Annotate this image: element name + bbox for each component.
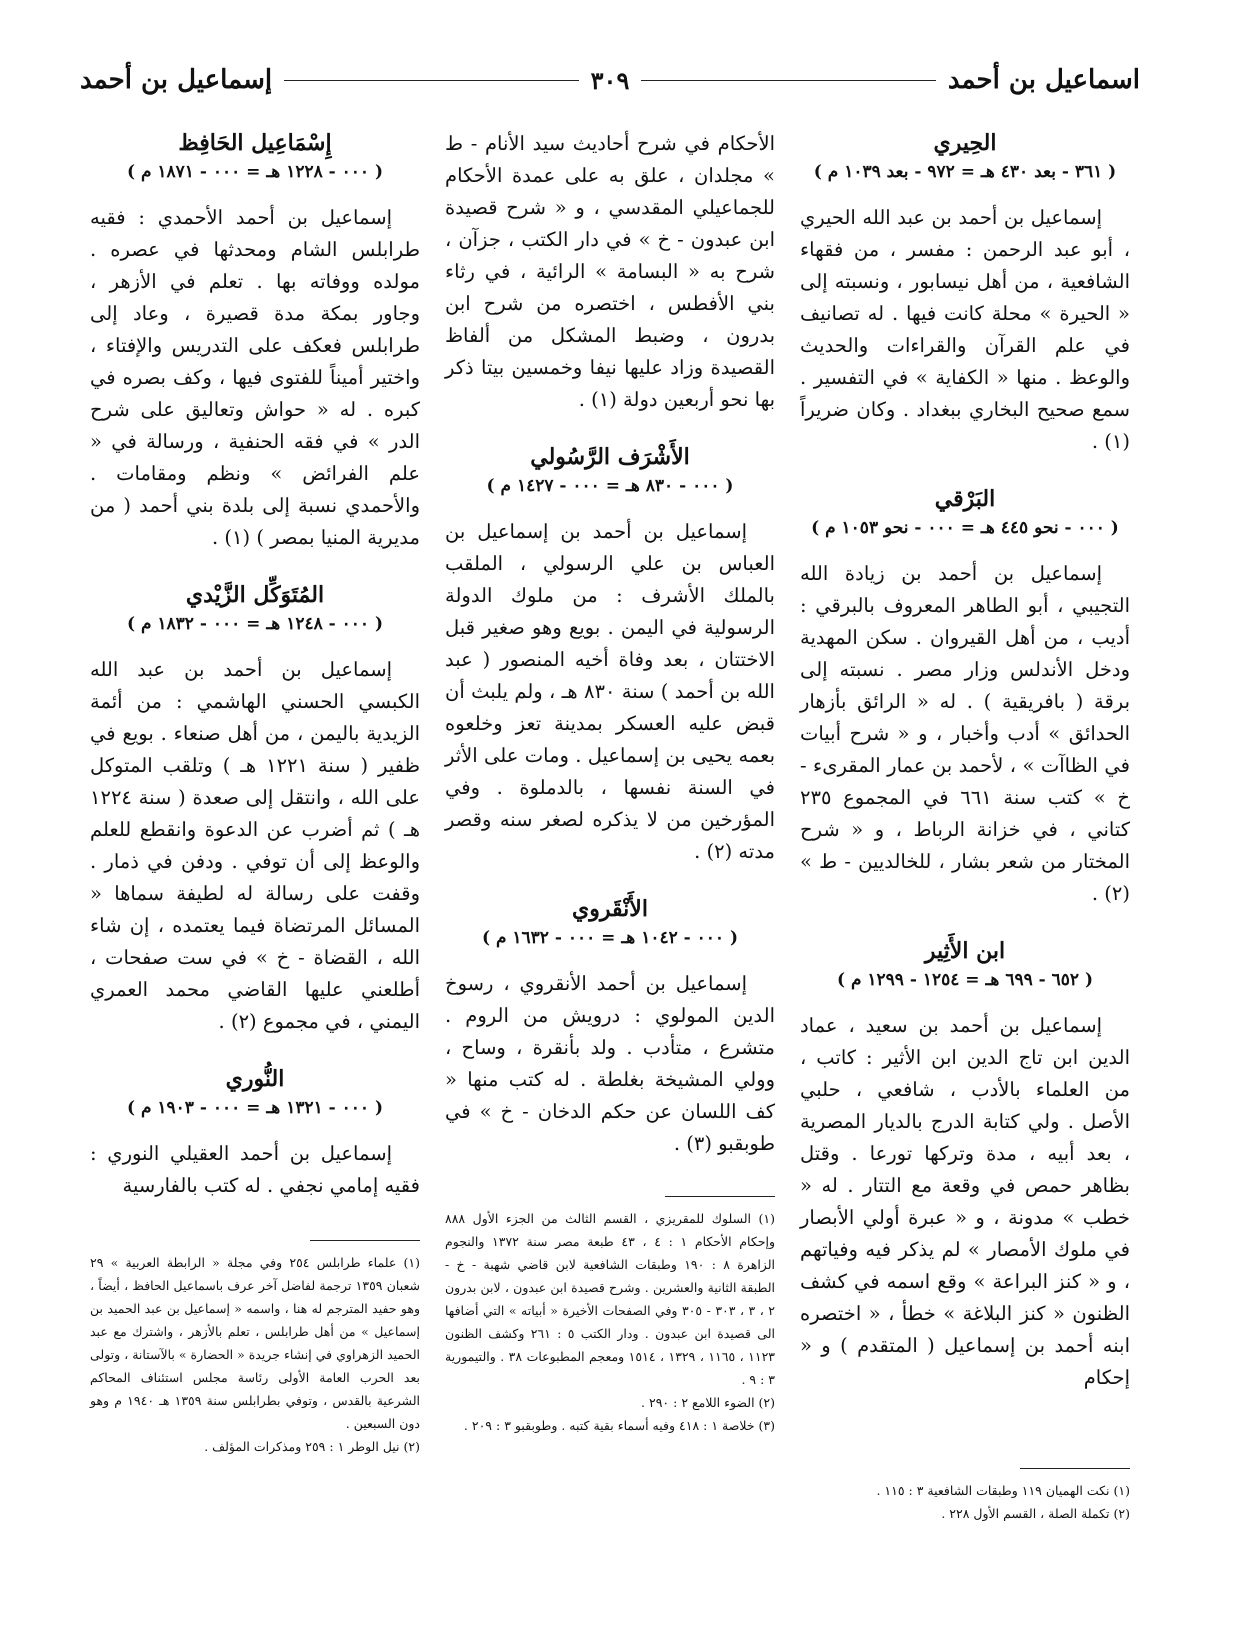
entry-title: الحِيري xyxy=(933,130,997,156)
entry-title: المُتَوَكِّل الزَّيْدي xyxy=(185,582,325,608)
page-header xyxy=(80,60,1140,100)
header-rule-right xyxy=(641,80,936,81)
header-rule-left xyxy=(284,80,579,81)
footnote: (٢) نيل الوطر ١ : ٢٥٩ ومذكرات المؤلف . xyxy=(204,1439,420,1454)
entry-dates: ( ٠٠٠ - ١٢٤٨ هـ = ٠٠٠ - ١٨٣٢ م ) xyxy=(126,614,383,634)
entry-continuation: الأحكام في شرح أحاديث سيد الأنام - ط » مجلدان ، علق به على عمدة الأحكام للجماعيلي المقدسي ، و « شرح قصيدة ابن عبدون - خ » في دار الكتب ، جزآن ، شرح به « البسامة » الرائية ، في رثاء بني الأفطس ، اختصره من شرح ابن بدرون ، وضبط المشكل من ألفاظ القصيدة وزاد عليها نيفا وخمسين بيتا ذكر بها نحو أربعين دولة (١) . xyxy=(445,132,775,411)
entry-title: النُّوري xyxy=(225,1066,285,1092)
footnote: (١) نكت الهميان ١١٩ وطبقات الشافعية ٣ : ١١٥ . xyxy=(876,1483,1130,1498)
header-title-left: إسماعيل بن أحمد xyxy=(79,65,273,95)
entry-title: البَرْقي xyxy=(934,486,996,512)
footnote-rule xyxy=(1020,1468,1130,1469)
header-title-right: اسماعيل بن أحمد xyxy=(947,65,1140,95)
column-right xyxy=(800,128,1130,1420)
entry-text: إسماعيل بن أحمد الأحمدي : فقيه طرابلس الشام ومحدثها في عصره . مولده ووفاته بها . تعلم في الأزهر ، وجاور بمكة مدة قصيرة ، وعاد إلى طرابلس فعكف على التدريس والإفتاء ، واختير أميناً للفتوى فيها ، وكف بصره في كبره . له « حواش وتعاليق على شرح الدر » في فقه الحنفية ، ورسالة في « علم الفرائض » ونظم ومقامات . والأحمدي نسبة إلى بلدة بني أحمد ( من مديرية المنيا بمصر ) (١) . xyxy=(90,206,420,549)
entry-dates: ( ٠٠٠ - ١٣٢١ هـ = ٠٠٠ - ١٩٠٣ م ) xyxy=(126,1098,383,1118)
page-number: ٣٠٩ xyxy=(590,65,630,95)
entry-text: إسماعيل بن أحمد بن سعيد ، عماد الدين ابن تاج الدين ابن الأثير : كاتب ، من العلماء بالأدب ، شافعي ، حلبي الأصل . ولي كتابة الدرج بالديار المصرية ، بعد أبيه ، مدة وتركها تورعا . وقتل بظاهر حمص في وقعة مع التتار . له « خطب » مدونة ، و « عبرة أولي الأبصار في ملوك الأمصار » لم يذكر فيه وفياتهم ، و « كنز البراعة » وقع اسمه في كشف الظنون « كنز البلاغة » خطأ ، « اختصره ابنه أحمد بن إسماعيل ( المتقدم ) و « إحكام xyxy=(800,1014,1130,1389)
footnote: (٣) خلاصة ١ : ٤١٨ وفيه أسماء بقية كتبه . وطوبقبو ٣ : ٢٠٩ . xyxy=(463,1418,775,1433)
entry-text: إسماعيل بن أحمد بن عبد الله الحيري ، أبو عبد الرحمن : مفسر ، من فقهاء الشافعية ، من أهل نيسابور ، ونسبته إلى « الحيرة » محلة كانت فيها . له تصانيف في علم القرآن والقراءات والحديث والوعظ . منها « الكفاية » في التفسير . سمع صحيح البخاري ببغداد . وكان ضريراً (١) . xyxy=(800,206,1130,453)
footnote: (٢) تكملة الصلة ، القسم الأول ٢٢٨ . xyxy=(941,1506,1130,1521)
entry-title: ابن الأَثِير xyxy=(924,938,1006,964)
column-left xyxy=(90,128,420,1228)
entry-text: إسماعيل بن أحمد بن إسماعيل بن العباس بن علي الرسولي ، الملقب بالملك الأشرف : من ملوك الدولة الرسولية في اليمن . بويع وهو صغير قبل الاختتان ، بعد وفاة أخيه المنصور ( عبد الله بن أحمد ) سنة ٨٣٠ هـ ، ولم يلبث أن قبض عليه العسكر بمدينة تعز وخلعوه بعمه يحيى بن إسماعيل . ومات على الأثر في السنة نفسها ، بالدملوة . وفي المؤرخين من لا يذكره لصغر سنه وقصر مدته (٢) . xyxy=(445,520,775,863)
entry-title: الأَنْقَروي xyxy=(572,896,648,922)
entry-text: إسماعيل بن أحمد بن زيادة الله التجيبي ، أبو الطاهر المعروف بالبرقي : أديب ، من أهل القيروان . سكن المهدية ودخل الأندلس وزار مصر . نسبته إلى برقة ( بافريقية ) . له « الرائق بأزهار الحدائق » أدب وأخبار ، و « شرح أبيات في الظاآت » ، لأحمد بن عمار المقرىء - خ » كتب سنة ٦٦١ في المجموع ٢٣٥ كتاني ، في خزانة الرباط ، و « شرح المختار من شعر بشار ، للخالديين - ط » (٢) . xyxy=(800,562,1130,905)
footnotes-middle xyxy=(445,1196,775,1437)
footnote: (١) السلوك للمقريزي ، القسم الثالث من الجزء الأول ٨٨٨ وإحكام الأحكام ١ : ٤ ، ٤٣ طبعة مصر سنة ١٣٧٢ والنجوم الزاهرة ٨ : ١٩٠ وطبقات الشافعية لابن قاضي شهبة - خ - الطبقة الثانية والعشرين . وشرح قصيدة ابن عبدون ، لابن بدرون ٢ ، ٣ ، ٣٠٣ - ٣٠٥ وفي الصفحات الأخيرة « أبياته » التي أضافها الى قصيدة ابن عبدون . ودار الكتب ٥ : ٢٦١ وكشف الظنون ١١٢٣ ، ١١٦٥ ، ١٣٢٩ ، ١٥١٤ ومعجم المطبوعات ٣٨ . والتيمورية ٣ : ٩ . xyxy=(445,1211,776,1387)
entry-dates: ( ٣٦١ - بعد ٤٣٠ هـ = ٩٧٢ - بعد ١٠٣٩ م ) xyxy=(813,162,1117,182)
entry-dates: ( ٠٠٠ - ١٠٤٢ هـ = ٠٠٠ - ١٦٣٢ م ) xyxy=(481,928,738,948)
entry-text: إسماعيل بن أحمد بن عبد الله الكبسي الحسني الهاشمي : من أئمة الزيدية باليمن ، من أهل صنعاء . بويع في ظفير ( سنة ١٢٢١ هـ ) وتلقب المتوكل على الله ، وانتقل إلى صعدة ( سنة ١٢٢٤ هـ ) ثم أضرب عن الدعوة وانقطع للعلم والوعظ إلى أن توفي . ودفن في ذمار . وقفت على رسالة له لطيفة سماها « المسائل المرتضاة فيما يعتمده ، إن شاء الله ، القضاة - خ » في ست صفحات ، أطلعني عليها القاضي محمد العمري اليمني ، في مجموع (٢) . xyxy=(90,658,420,1033)
entry-dates: ( ٠٠٠ - ١٢٢٨ هـ = ٠٠٠ - ١٨٧١ م ) xyxy=(126,162,383,182)
entry-dates: ( ٠٠٠ - ٨٣٠ هـ = ٠٠٠ - ١٤٢٧ م ) xyxy=(486,476,734,496)
entry-dates: ( ٠٠٠ - نحو ٤٤٥ هـ = ٠٠٠ - نحو ١٠٥٣ م ) xyxy=(811,518,1119,538)
footnote: (٢) الضوء اللامع ٢ : ٢٩٠ . xyxy=(641,1395,775,1410)
footnote-rule xyxy=(310,1240,420,1241)
entry-title: إِسْمَاعِيل الحَافِظ xyxy=(178,130,332,156)
footnotes-left xyxy=(90,1240,420,1458)
footnote-rule xyxy=(665,1196,775,1197)
column-middle xyxy=(445,128,775,1186)
entry-title: الأَشْرَف الرَّسُولي xyxy=(530,444,690,470)
entry-dates: ( ٦٥٢ - ٦٩٩ هـ = ١٢٥٤ - ١٢٩٩ م ) xyxy=(836,970,1093,990)
entry-text: إسماعيل بن أحمد العقيلي النوري : فقيه إمامي نجفي . له كتب بالفارسية xyxy=(90,1142,420,1197)
footnotes-right xyxy=(800,1468,1130,1525)
footnote: (١) علماء طرابلس ٢٥٤ وفي مجلة « الرابطة العربية » ٢٩ شعبان ١٣٥٩ ترجمة لفاضل آخر عرف باسماعيل الحافظ ، أيضاً ، وهو حفيد المترجم له هنا ، واسمه « إسماعيل بن عبد الحميد بن إسماعيل » من أهل طرابلس ، تعلم بالأزهر ، واشترك مع عبد الحميد الزهراوي في إنشاء جريدة « الحضارة » بالآستانة ، وتولى بعد الحرب العامة الأولى رئاسة مجلس استئناف المحاكم الشرعية بالقدس ، وتوفي بطرابلس سنة ١٣٥٩ هـ ١٩٤٠ م وهو دون السبعين . xyxy=(90,1255,420,1431)
entry-text: إسماعيل بن أحمد الأنقروي ، رسوخ الدين المولوي : درويش من الروم . متشرع ، متأدب . ولد بأنقرة ، وساح ، وولي المشيخة بغلطة . له كتب منها « كف اللسان عن حكم الدخان - خ » في طوبقبو (٣) . xyxy=(445,972,775,1155)
